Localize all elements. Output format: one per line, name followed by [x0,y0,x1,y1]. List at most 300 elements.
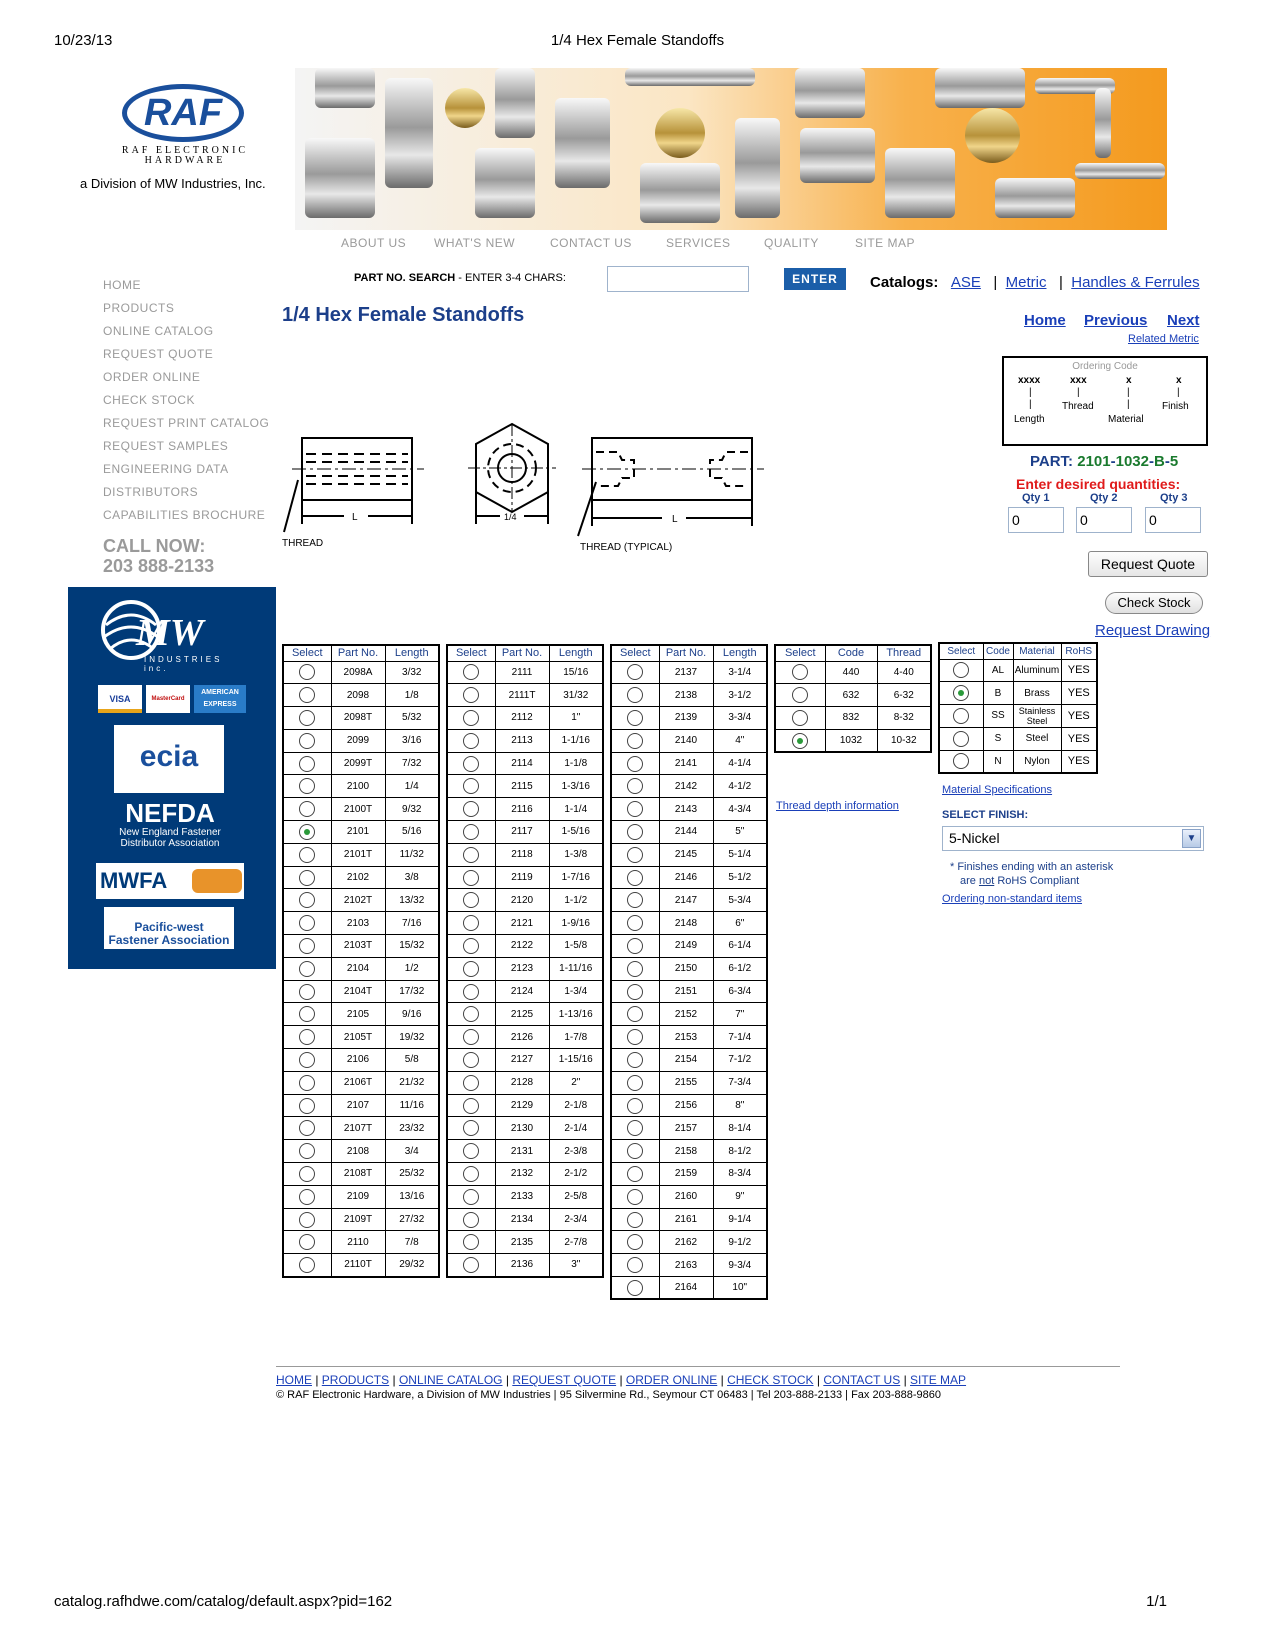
select-radio[interactable] [627,892,643,908]
select-radio[interactable] [627,1212,643,1228]
part-finish: 5 [1169,453,1179,470]
topnav-services[interactable]: SERVICES [666,236,731,250]
select-radio[interactable] [627,961,643,977]
table-row[interactable] [283,1231,439,1254]
footer-link-order-online[interactable]: ORDER ONLINE [625,1373,718,1387]
leftnav-check-stock[interactable]: CHECK STOCK [103,393,195,407]
table-row[interactable] [611,912,767,935]
table-row[interactable] [283,752,439,775]
nefda-logo[interactable] [110,799,230,849]
table-row[interactable] [447,661,603,684]
select-radio[interactable] [792,733,808,749]
table-row[interactable] [611,798,767,821]
select-radio[interactable] [299,687,315,703]
table-row[interactable] [283,889,439,912]
select-radio[interactable] [463,1120,479,1136]
chevron-down-icon[interactable]: ▼ [1182,829,1201,848]
qty1-input[interactable]: 0 [1008,507,1064,533]
select-radio[interactable] [299,778,315,794]
select-radio[interactable] [463,915,479,931]
table-row[interactable] [939,705,1097,728]
select-radio[interactable] [463,778,479,794]
table-row[interactable] [611,729,767,752]
leftnav-products[interactable]: PRODUCTS [103,301,175,315]
select-radio[interactable] [299,1189,315,1205]
select-cell [283,1094,331,1117]
select-cell [283,1003,331,1026]
table-row[interactable] [283,1071,439,1094]
ordering-non-standard-link[interactable]: Ordering non-standard items [942,893,1083,905]
select-radio[interactable] [299,1212,315,1228]
select-cell [611,935,659,958]
table-row[interactable] [447,866,603,889]
select-radio[interactable] [463,870,479,886]
raf-logo[interactable] [80,84,280,204]
request-quote-button[interactable]: Request Quote [1088,551,1208,577]
table-row[interactable] [447,752,603,775]
leftnav-order-online[interactable]: ORDER ONLINE [103,370,201,384]
table-row[interactable] [611,957,767,980]
select-radio[interactable] [627,664,643,680]
footer-divider [276,1366,1120,1367]
table-row[interactable] [611,661,767,684]
table-row[interactable] [447,1185,603,1208]
table-row[interactable] [283,1185,439,1208]
enter-button[interactable]: ENTER [784,268,846,290]
qty2-input[interactable]: 0 [1076,507,1132,533]
table-row[interactable] [611,707,767,730]
select-radio[interactable] [463,710,479,726]
select-cell [611,1003,659,1026]
length-cell: 4" [713,729,767,752]
select-radio[interactable] [299,1075,315,1091]
thread-cell: 10-32 [877,729,931,752]
related-metric-link[interactable]: Related Metric [1128,333,1199,345]
catalog-link-metric[interactable]: Metric [1005,274,1047,291]
select-radio[interactable] [792,710,808,726]
table-row[interactable] [611,1049,767,1072]
topnav-about-us[interactable]: ABOUT US [341,236,407,250]
select-radio[interactable] [299,1234,315,1250]
table-row[interactable] [447,684,603,707]
table-row[interactable] [447,821,603,844]
select-radio[interactable] [792,664,808,680]
table-row[interactable] [775,707,931,730]
select-radio[interactable] [627,733,643,749]
length-cell: 3/8 [385,866,439,889]
table-row[interactable] [611,821,767,844]
select-cell [447,889,495,912]
select-radio[interactable] [463,1052,479,1068]
select-radio[interactable] [627,801,643,817]
table-row[interactable] [611,843,767,866]
topnav-quality[interactable]: QUALITY [764,236,819,250]
footer-link-online-catalog[interactable]: ONLINE CATALOG [398,1373,503,1387]
table-row[interactable] [283,684,439,707]
select-radio[interactable] [463,801,479,817]
leftnav-request-samples[interactable]: REQUEST SAMPLES [103,439,229,453]
select-radio[interactable] [627,847,643,863]
select-cell [283,729,331,752]
home-link[interactable]: Home [1024,312,1066,329]
catalogs-links [870,274,1200,291]
check-stock-button[interactable]: Check Stock [1105,592,1203,614]
table-row[interactable] [447,1003,603,1026]
table-row[interactable] [611,1026,767,1049]
part-no-cell: 2107T [331,1117,385,1140]
ordering-code-finish: Finish [1162,401,1189,412]
table-row[interactable] [611,1254,767,1277]
select-radio[interactable] [463,1029,479,1045]
select-radio[interactable] [953,708,969,724]
select-cell [611,843,659,866]
ecia-logo[interactable]: ecia [114,725,224,793]
leftnav-online-catalog[interactable]: ONLINE CATALOG [103,324,214,338]
length-cell: 6" [713,912,767,935]
table-row[interactable] [611,775,767,798]
part-no-cell: 2101 [331,821,385,844]
length-cell: 1-11/16 [549,957,603,980]
ordering-code-material: Material [1108,414,1144,425]
select-radio[interactable] [463,756,479,772]
table-row[interactable] [283,843,439,866]
part-no-cell: 2118 [495,843,549,866]
length-cell: 6-3/4 [713,980,767,1003]
length-cell: 31/32 [549,684,603,707]
select-radio[interactable] [463,1189,479,1205]
select-radio[interactable] [627,778,643,794]
select-radio[interactable] [299,801,315,817]
leftnav-engineering-data[interactable]: ENGINEERING DATA [103,462,229,476]
rohs-cell: YES [1061,682,1097,705]
table-row[interactable] [283,821,439,844]
mwfa-logo[interactable] [96,863,244,899]
select-radio[interactable] [299,1029,315,1045]
table-row[interactable] [611,1277,767,1300]
part-no-cell: 2130 [495,1117,549,1140]
table-row[interactable] [447,729,603,752]
previous-link[interactable]: Previous [1084,312,1148,329]
request-drawing-link[interactable]: Request Drawing [1095,622,1211,639]
finish-select[interactable] [942,826,1204,851]
footer-link-products[interactable]: PRODUCTS [321,1373,390,1387]
length-cell: 21/32 [385,1071,439,1094]
select-radio[interactable] [463,1257,479,1273]
ordering-code-bar: | [1127,387,1130,398]
select-radio[interactable] [299,664,315,680]
table-row[interactable] [447,1049,603,1072]
table-row[interactable] [283,729,439,752]
table-row[interactable] [283,1094,439,1117]
qty3-input[interactable]: 0 [1145,507,1201,533]
select-radio[interactable] [627,1098,643,1114]
table-row[interactable] [283,1163,439,1186]
select-radio[interactable] [299,847,315,863]
col-header-select: Select [447,645,495,661]
next-link[interactable]: Next [1167,312,1200,329]
select-radio[interactable] [792,687,808,703]
table-row[interactable] [939,750,1097,773]
table-row[interactable] [447,707,603,730]
select-radio[interactable] [953,731,969,747]
select-radio[interactable] [627,824,643,840]
table-row[interactable] [611,1071,767,1094]
table-row[interactable] [939,659,1097,682]
select-radio[interactable] [627,1120,643,1136]
table-row[interactable] [447,980,603,1003]
select-cell [939,727,983,750]
thread-depth-link[interactable]: Thread depth information [776,800,899,812]
part-no-cell: 2099 [331,729,385,752]
topnav-site-map[interactable]: SITE MAP [855,236,916,250]
select-radio[interactable] [299,870,315,886]
footer-link-check-stock[interactable]: CHECK STOCK [727,1373,814,1387]
table-row[interactable] [283,1117,439,1140]
table-row[interactable] [447,1026,603,1049]
select-radio[interactable] [463,687,479,703]
select-radio[interactable] [627,915,643,931]
part-no-cell: 2145 [659,843,713,866]
thread-code-cell: 632 [825,684,877,707]
select-radio[interactable] [627,756,643,772]
print-page-number: 1/1 [1146,1593,1167,1610]
select-radio[interactable] [299,710,315,726]
material-specifications-link[interactable]: Material Specifications [942,784,1053,796]
select-cell [283,707,331,730]
pacific-west-logo[interactable] [104,907,234,949]
select-radio[interactable] [627,1006,643,1022]
length-cell: 9-3/4 [713,1254,767,1277]
part-no-cell: 2140 [659,729,713,752]
select-radio[interactable] [463,1006,479,1022]
footer-link-contact-us[interactable]: CONTACT US [823,1373,901,1387]
topnav-whats-new[interactable]: WHAT'S NEW [434,236,516,250]
table-row[interactable] [283,912,439,935]
select-radio[interactable] [299,892,315,908]
length-cell: 10" [713,1277,767,1300]
select-radio[interactable] [299,1052,315,1068]
table-row[interactable] [611,1140,767,1163]
qty2-label: Qty 2 [1090,492,1118,504]
select-radio[interactable] [627,1280,643,1296]
table-row[interactable] [447,935,603,958]
table-row[interactable] [447,1208,603,1231]
select-radio[interactable] [299,1006,315,1022]
table-row[interactable] [775,661,931,684]
table-row[interactable] [283,1208,439,1231]
select-radio[interactable] [463,961,479,977]
table-row[interactable] [283,661,439,684]
select-cell [283,1140,331,1163]
leftnav-request-quote[interactable]: REQUEST QUOTE [103,347,214,361]
table-row[interactable] [283,980,439,1003]
leftnav-home[interactable]: HOME [103,278,141,292]
table-row[interactable] [283,1026,439,1049]
table-row[interactable] [447,1231,603,1254]
footer-link-request-quote[interactable]: REQUEST QUOTE [512,1373,617,1387]
select-radio[interactable] [463,1075,479,1091]
leftnav-capabilities-brochure[interactable]: CAPABILITIES BROCHURE [103,508,266,522]
select-radio[interactable] [627,1189,643,1205]
select-radio[interactable] [299,1257,315,1273]
length-cell: 8-1/4 [713,1117,767,1140]
part-search-input[interactable] [607,266,749,292]
select-radio[interactable] [299,915,315,931]
part-no-cell: 2155 [659,1071,713,1094]
part-no-cell: 2141 [659,752,713,775]
select-radio[interactable] [627,1052,643,1068]
select-radio[interactable] [463,984,479,1000]
table-row[interactable] [611,980,767,1003]
mw-industries-logo[interactable] [96,595,246,673]
length-cell: 2-5/8 [549,1185,603,1208]
select-radio[interactable] [299,984,315,1000]
table-row[interactable] [283,935,439,958]
select-radio[interactable] [463,664,479,680]
leftnav-request-print-catalog[interactable]: REQUEST PRINT CATALOG [103,416,270,430]
select-radio[interactable] [463,1234,479,1250]
select-radio[interactable] [627,984,643,1000]
select-cell [447,843,495,866]
table-row[interactable] [283,1049,439,1072]
table-row[interactable] [447,1071,603,1094]
select-radio[interactable] [463,1212,479,1228]
table-row[interactable] [447,912,603,935]
length-cell: 5-1/2 [713,866,767,889]
length-cell: 9-1/4 [713,1208,767,1231]
select-radio[interactable] [299,1098,315,1114]
select-radio[interactable] [299,733,315,749]
table-row[interactable] [447,798,603,821]
select-radio[interactable] [299,938,315,954]
select-cell [611,1071,659,1094]
table-row[interactable] [447,1254,603,1277]
select-radio[interactable] [463,733,479,749]
select-radio[interactable] [299,756,315,772]
mastercard-icon: MasterCard [146,685,190,713]
table-row[interactable] [283,775,439,798]
table-row[interactable] [939,727,1097,750]
select-radio[interactable] [463,824,479,840]
select-radio[interactable] [627,687,643,703]
table-row[interactable] [447,775,603,798]
select-cell [447,1026,495,1049]
part-no-cell: 2119 [495,866,549,889]
table-row[interactable] [283,1254,439,1277]
table-row[interactable] [283,798,439,821]
part-no-cell: 2135 [495,1231,549,1254]
table-row[interactable] [283,707,439,730]
catalog-link-handles-ferrules[interactable]: Handles & Ferrules [1071,274,1200,291]
table-row[interactable] [611,889,767,912]
table-row[interactable] [775,729,931,752]
select-radio[interactable] [463,1143,479,1159]
table-row[interactable] [611,752,767,775]
select-radio[interactable] [953,753,969,769]
table-row[interactable] [611,866,767,889]
table-row[interactable] [611,1094,767,1117]
mw-text: MW [136,612,204,654]
footer-link-site-map[interactable]: SITE MAP [910,1373,967,1387]
table-row[interactable] [447,843,603,866]
table-row[interactable] [447,1140,603,1163]
part-no-cell: 2113 [495,729,549,752]
table-row[interactable] [611,684,767,707]
select-radio[interactable] [299,824,315,840]
select-radio[interactable] [627,710,643,726]
leftnav-distributors[interactable]: DISTRIBUTORS [103,485,199,499]
footer-link-home[interactable]: HOME [276,1373,312,1387]
length-cell: 4-1/2 [713,775,767,798]
select-cell [283,661,331,684]
select-radio[interactable] [627,870,643,886]
select-radio[interactable] [299,1143,315,1159]
select-radio[interactable] [463,892,479,908]
col-header-select: Select [283,645,331,661]
part-base: 2101 [1077,453,1111,470]
select-radio[interactable] [299,1120,315,1136]
part-no-cell: 2107 [331,1094,385,1117]
select-radio[interactable] [627,1075,643,1091]
table-row[interactable] [283,1003,439,1026]
select-radio[interactable] [627,1029,643,1045]
table-row[interactable] [611,1185,767,1208]
select-cell [447,912,495,935]
table-row[interactable] [283,957,439,980]
table-row[interactable] [939,682,1097,705]
catalog-link-ase[interactable]: ASE [950,274,981,291]
table-row[interactable] [283,866,439,889]
table-row[interactable] [611,1208,767,1231]
select-radio[interactable] [953,662,969,678]
table-row[interactable] [447,1094,603,1117]
material-cell: Stainless Steel [1013,705,1061,728]
select-radio[interactable] [299,1166,315,1182]
select-radio[interactable] [627,1166,643,1182]
table-row[interactable] [447,889,603,912]
ordering-code-bar: | [1177,387,1180,398]
select-radio[interactable] [463,847,479,863]
table-row[interactable] [611,1003,767,1026]
table-row[interactable] [775,684,931,707]
table-row[interactable] [611,1117,767,1140]
select-radio[interactable] [627,1234,643,1250]
select-radio[interactable] [299,961,315,977]
select-radio[interactable] [953,685,969,701]
topnav-contact-us[interactable]: CONTACT US [550,236,632,250]
table-row[interactable] [611,935,767,958]
part-no-cell: 2098A [331,661,385,684]
select-radio[interactable] [627,1257,643,1273]
select-radio[interactable] [463,938,479,954]
part-no-cell: 2111 [495,661,549,684]
select-radio[interactable] [463,1098,479,1114]
table-row[interactable] [447,1117,603,1140]
length-cell: 13/16 [385,1185,439,1208]
select-radio[interactable] [463,1166,479,1182]
select-radio[interactable] [627,938,643,954]
table-row[interactable] [447,1163,603,1186]
raf-subtitle-line2: HARDWARE [144,155,226,166]
length-cell: 1-1/16 [549,729,603,752]
table-row[interactable] [611,1163,767,1186]
table-row[interactable] [283,1140,439,1163]
select-radio[interactable] [627,1143,643,1159]
table-row[interactable] [611,1231,767,1254]
length-cell: 17/32 [385,980,439,1003]
table-row[interactable] [447,957,603,980]
raf-oval-logo: RAF [122,84,244,142]
